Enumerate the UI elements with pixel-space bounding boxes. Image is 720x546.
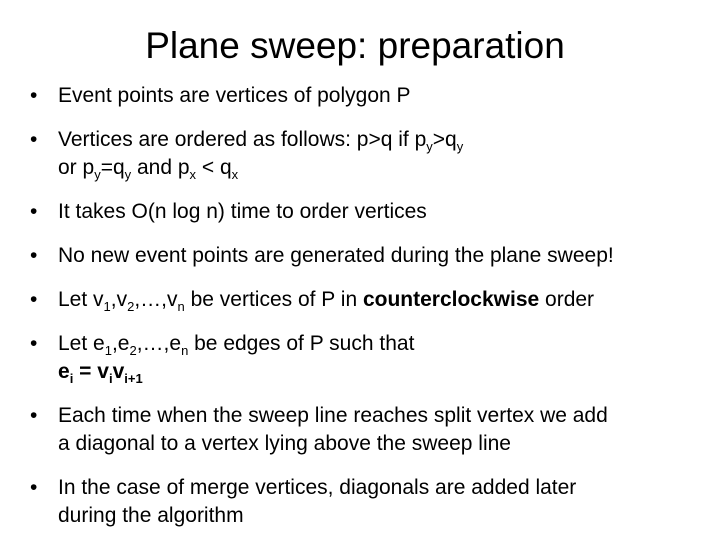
text-run: =q [100,156,125,179]
text-run: or p [58,156,95,179]
subscript: 1 [104,343,112,358]
bullet-item-merge-vertices [30,474,710,530]
bullet-text [58,126,710,182]
bullet-line: In the case of merge vertices, diagonals are added later [58,476,577,499]
text-run: Vertices are ordered as follows: p>q if p [58,128,427,151]
text-run: be vertices of P in [184,288,363,311]
subscript: i+1 [124,371,143,386]
text-run: and p [131,156,190,179]
bullet-line [58,126,710,154]
bullet-line: during the algorithm [58,504,244,527]
subscript: x [231,167,239,182]
bullet-text [58,330,710,386]
bullet-item-vertex-order [30,126,710,182]
text-run: e [58,360,70,383]
bullet-line-formula [58,358,710,386]
bullet-dot-icon: • [30,128,38,151]
subscript: n [181,343,189,358]
text-run: >q [432,128,457,151]
bullet-line: Each time when the sweep line reaches split vertex we add [58,404,608,427]
bullet-dot-icon: • [30,288,38,311]
bullet-text: Event points are vertices of polygon P [58,84,411,107]
text-run: Let v [58,288,104,311]
text-run: order [539,288,595,311]
bullet-text [58,474,710,530]
subscript: 2 [127,299,135,314]
text-run: be edges of P such that [188,332,415,355]
subscript: y [426,139,433,154]
subscript: x [189,167,197,182]
bullet-text: It takes O(n log n) time to order vertices [58,200,427,223]
bullet-item-edges [30,330,710,386]
bullet-line: a diagonal to a vertex lying above the sweep line [58,432,511,455]
bullet-item-split-vertex [30,402,710,458]
bullet-dot-icon: • [30,244,38,267]
bullet-line [58,154,710,182]
bullet-line [58,330,710,358]
bullet-item-vertices-ccw [30,286,710,314]
subscript: y [94,167,101,182]
bullet-text [58,402,710,458]
bullet-item-no-new-events [30,242,710,270]
subscript: 1 [103,299,111,314]
text-run: Let e [58,332,105,355]
bullet-text [58,286,710,314]
text-run: v [112,360,125,383]
bullet-dot-icon: • [30,200,38,223]
bullet-item-event-points [30,82,710,110]
subscript: y [456,139,464,154]
bullet-dot-icon: • [30,476,38,499]
bullet-text: No new event points are generated during the plane sweep! [58,244,614,267]
text-run: = v [73,360,109,383]
emphasis-text: counterclockwise [362,288,540,311]
text-run: ,…,e [136,332,182,355]
bullet-dot-icon: • [30,404,38,427]
bullet-line [58,286,710,314]
slide-title: Plane sweep: preparation [145,25,565,66]
text-run: ,e [111,332,130,355]
text-run: ,…,v [134,288,178,311]
bullet-list [30,82,710,546]
bullet-dot-icon: • [30,84,38,107]
subscript: i [69,371,74,386]
text-run: ,v [110,288,128,311]
subscript: i [108,371,113,386]
text-run: < q [196,156,232,179]
subscript: 2 [129,343,137,358]
bullet-dot-icon: • [30,332,38,355]
bullet-item-sort-time [30,198,710,226]
subscript: n [177,299,185,314]
subscript: y [124,167,132,182]
